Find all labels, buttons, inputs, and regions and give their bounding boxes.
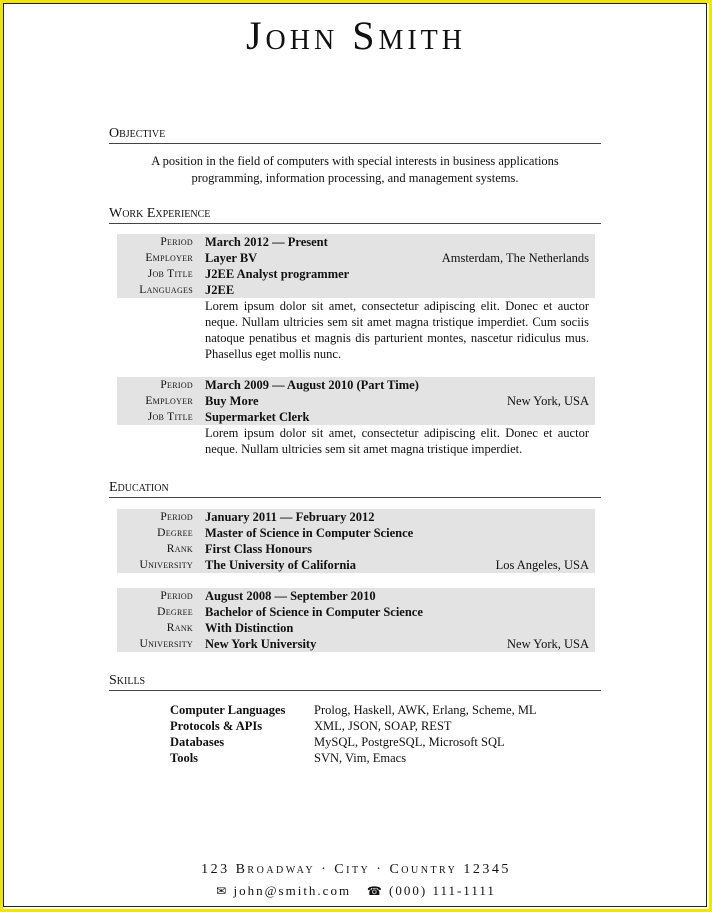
objective-heading: Objective bbox=[109, 126, 601, 144]
work-heading: Work Experience bbox=[109, 206, 601, 224]
skills-heading: Skills bbox=[109, 673, 601, 691]
job-period: March 2009 — August 2010 (Part Time) bbox=[205, 378, 419, 392]
skill-name: Databases bbox=[170, 735, 225, 749]
objective-text bbox=[109, 153, 601, 187]
job-description: Lorem ipsum dolor sit amet, consectetur adipiscing elit. Donec et auctor neque. Nullam ultricies sem sit amet magna tristique imperdiet. bbox=[205, 426, 589, 456]
edu-period-row bbox=[117, 588, 595, 604]
period-label: Period bbox=[160, 590, 193, 602]
job-title: J2EE Analyst programmer bbox=[205, 267, 350, 281]
skill-item bbox=[170, 734, 537, 750]
edu-period: January 2011 — February 2012 bbox=[205, 510, 375, 524]
edu-location: New York, USA bbox=[507, 637, 589, 651]
job-description: Lorem ipsum dolor sit amet, consectetur adipiscing elit. Donec et auctor neque. Nullam ultricies sem sit amet magna tristique imperdiet. Cum sociis natoque penatibus et magnis dis parturient montes, nascetur ridiculus mus. Phasellus eget mollis nunc. bbox=[205, 299, 589, 361]
edu-university: The University of California bbox=[205, 558, 357, 572]
job-entry bbox=[117, 377, 595, 457]
edu-university-row bbox=[117, 636, 595, 652]
skill-name: Computer Languages bbox=[170, 703, 286, 717]
period-label: Period bbox=[160, 511, 193, 523]
job-title-row bbox=[117, 266, 595, 282]
job-period-row bbox=[117, 234, 595, 250]
rank-label: Rank bbox=[166, 622, 193, 634]
footer-phone: (000) 111-1111 bbox=[389, 883, 496, 898]
footer-contact bbox=[0, 883, 712, 899]
edu-period-row bbox=[117, 509, 595, 525]
job-title: Supermarket Clerk bbox=[205, 410, 310, 424]
job-location: New York, USA bbox=[507, 394, 589, 408]
skills-list bbox=[170, 702, 537, 766]
university-label: University bbox=[139, 559, 193, 571]
period-label: Period bbox=[160, 379, 193, 391]
jobtitle-label: Job Title bbox=[147, 411, 193, 423]
skill-value: SVN, Vim, Emacs bbox=[314, 751, 407, 765]
job-title-row bbox=[117, 409, 595, 425]
envelope-icon: ✉ bbox=[216, 884, 229, 898]
job-languages: J2EE bbox=[205, 283, 235, 297]
education-heading: Education bbox=[109, 480, 601, 498]
job-period: March 2012 — Present bbox=[205, 235, 328, 249]
degree-label: Degree bbox=[157, 527, 193, 539]
university-label: University bbox=[139, 638, 193, 650]
edu-location: Los Angeles, USA bbox=[495, 558, 589, 572]
job-employer-row bbox=[117, 393, 595, 409]
skill-item bbox=[170, 718, 537, 734]
job-employer: Layer BV bbox=[205, 251, 258, 265]
job-location: Amsterdam, The Netherlands bbox=[441, 251, 589, 265]
skill-value: MySQL, PostgreSQL, Microsoft SQL bbox=[314, 735, 505, 749]
edu-degree-row bbox=[117, 525, 595, 541]
edu-university: New York University bbox=[205, 637, 317, 651]
edu-rank: First Class Honours bbox=[205, 542, 312, 556]
education-entry bbox=[117, 509, 595, 573]
skill-name: Protocols & APIs bbox=[170, 719, 263, 733]
rank-label: Rank bbox=[166, 543, 193, 555]
edu-degree: Bachelor of Science in Computer Science bbox=[205, 605, 423, 619]
job-languages-row bbox=[117, 282, 595, 298]
edu-rank-row bbox=[117, 620, 595, 636]
degree-label: Degree bbox=[157, 606, 193, 618]
skill-value: XML, JSON, SOAP, REST bbox=[314, 719, 452, 733]
objective-line-1: A position in the field of computers with special interests in business applications bbox=[151, 154, 559, 168]
job-entry bbox=[117, 234, 595, 362]
phone-icon: ☎ bbox=[366, 884, 384, 898]
jobtitle-label: Job Title bbox=[147, 268, 193, 280]
skill-item bbox=[170, 702, 537, 718]
job-employer-row bbox=[117, 250, 595, 266]
skill-item bbox=[170, 750, 537, 766]
edu-rank-row bbox=[117, 541, 595, 557]
edu-university-row bbox=[117, 557, 595, 573]
skill-value: Prolog, Haskell, AWK, Erlang, Scheme, ML bbox=[314, 703, 537, 717]
footer-email[interactable]: john@smith.com bbox=[233, 883, 352, 898]
job-period-row bbox=[117, 377, 595, 393]
footer-address: 123 Broadway · City · Country 12345 bbox=[201, 862, 511, 877]
edu-degree: Master of Science in Computer Science bbox=[205, 526, 414, 540]
objective-line-2: programming, information processing, and management systems. bbox=[191, 171, 519, 185]
skill-name: Tools bbox=[170, 751, 199, 765]
employer-label: Employer bbox=[145, 395, 193, 407]
job-employer: Buy More bbox=[205, 394, 259, 408]
employer-label: Employer bbox=[145, 252, 193, 264]
edu-rank: With Distinction bbox=[205, 621, 294, 635]
edu-degree-row bbox=[117, 604, 595, 620]
education-entry bbox=[117, 588, 595, 652]
edu-period: August 2008 — September 2010 bbox=[205, 589, 376, 603]
resume-name: John Smith bbox=[245, 13, 467, 58]
languages-label: Languages bbox=[139, 284, 193, 296]
period-label: Period bbox=[160, 236, 193, 248]
